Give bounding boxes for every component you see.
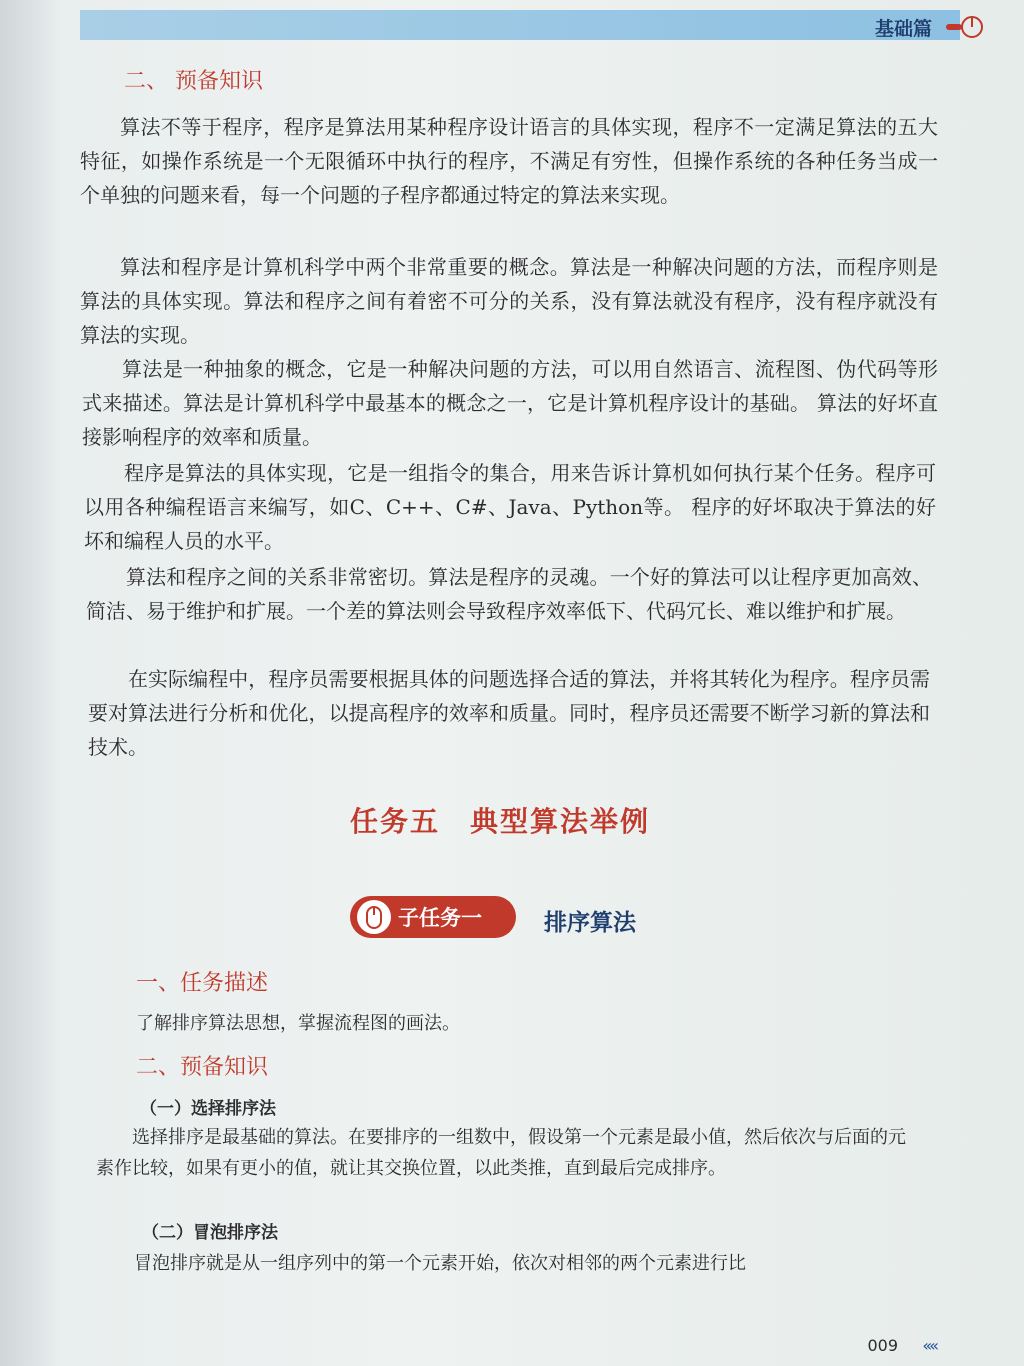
task-title: 任务五 典型算法举例	[349, 805, 650, 838]
mouse-icon	[942, 14, 986, 40]
subheading-bubble-sort: （二）冒泡排序法	[142, 1223, 278, 1243]
header-section-label: 基础篇	[874, 18, 932, 40]
page-number: 009	[867, 1336, 898, 1355]
bubble-sort-text: 冒泡排序就是从一组序列中的第一个元素开始，依次对相邻的两个元素进行比	[134, 1253, 746, 1274]
section-heading-task-desc: 一、任务描述	[136, 971, 269, 996]
subtask-label: 子任务一	[398, 906, 482, 930]
selection-sort-text: 选择排序是最基础的算法。在要排序的一组数中，假设第一个元素是最小值，然后依次与后面的元素作比较，如果有更小的值，就让其交换位置，以此类推，直到最后完成排序。	[96, 1127, 906, 1179]
paragraph-1: 算法不等于程序，程序是算法用某种程序设计语言的具体实现，程序不一定满足算法的五大特征，如操作系统是一个无限循环中执行的程序，不满足有穷性，但操作系统的各种任务当成一个单独的问题来看，每一个问题的子程序都通过特定的算法来实现。	[80, 115, 938, 207]
subtask-name: 排序算法	[544, 910, 636, 936]
mouse-icon	[356, 899, 392, 935]
paragraph-5: 算法和程序之间的关系非常密切。算法是程序的灵魂。一个好的算法可以让程序更加高效、简洁、易于维护和扩展。一个差的算法则会导致程序效率低下、代码冗长、难以维护和扩展。	[86, 565, 932, 623]
paragraph-6: 在实际编程中，程序员需要根据具体的问题选择合适的算法，并将其转化为程序。程序员需要对算法进行分析和优化，以提高程序的效率和质量。同时，程序员还需要不断学习新的算法和技术。	[88, 667, 930, 759]
paragraph-2: 算法和程序是计算机科学中两个非常重要的概念。算法是一种解决问题的方法，而程序则是算法的具体实现。算法和程序之间有着密不可分的关系，没有算法就没有程序，没有程序就没有算法的实现。	[80, 255, 938, 347]
task-desc-text: 了解排序算法思想，掌握流程图的画法。	[136, 1013, 460, 1034]
section-heading-prep: 二、 预备知识	[124, 69, 263, 94]
section-heading-prep-2: 二、预备知识	[136, 1055, 269, 1080]
header-bar	[80, 10, 960, 40]
paragraph-3: 算法是一种抽象的概念，它是一种解决问题的方法，可以用自然语言、流程图、伪代码等形式来描述。算法是计算机科学中最基本的概念之一，它是计算机程序设计的基础。 算法的好坏直接影响程序的效率和质量。	[82, 357, 938, 449]
paragraph-4: 程序是算法的具体实现，它是一组指令的集合，用来告诉计算机如何执行某个任务。程序可以用各种编程语言来编写，如C、C++、C#、Java、Python等。 程序的好坏取决于算法的好坏和编程人员的水平。	[84, 461, 936, 553]
subheading-selection-sort: （一）选择排序法	[140, 1099, 276, 1119]
chevrons-icon: ‹‹‹‹	[922, 1336, 936, 1355]
